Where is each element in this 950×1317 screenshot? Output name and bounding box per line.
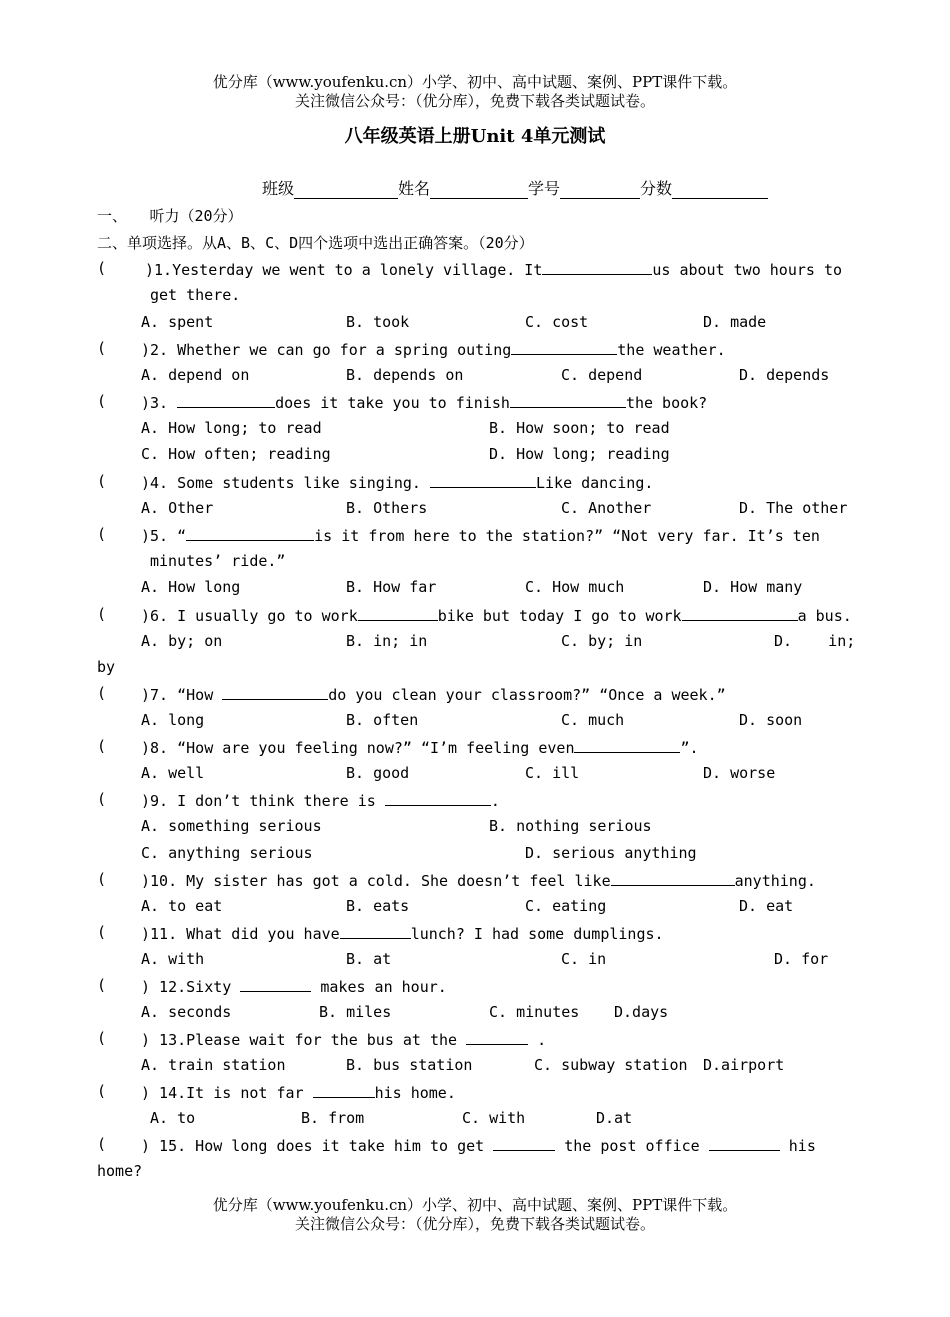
score-blank[interactable] — [672, 180, 768, 199]
id-label: 学号 — [528, 179, 561, 198]
question-2 — [141, 338, 726, 360]
question-1-cont: get there. — [150, 286, 241, 304]
question-3 — [141, 391, 707, 413]
answer-blank[interactable] — [466, 1028, 528, 1045]
option-a[interactable]: A. How long; to read — [141, 419, 322, 437]
question-8-stem: )8. “How are you feeling now?” “I’m feeling even — [141, 739, 575, 757]
answer-paren[interactable]: ( — [97, 923, 107, 941]
option-a[interactable]: A. to — [150, 1109, 196, 1127]
answer-blank[interactable] — [240, 975, 311, 992]
option-c[interactable]: C. How often; reading — [141, 445, 331, 463]
option-a[interactable]: A. spent — [141, 313, 214, 331]
answer-blank[interactable] — [542, 258, 652, 275]
option-a[interactable]: A. train station — [141, 1056, 286, 1074]
option-d[interactable]: D. serious anything — [525, 844, 697, 862]
question-8 — [141, 736, 699, 758]
student-info-row — [262, 176, 768, 199]
question-15 — [141, 1134, 816, 1156]
question-15-cont: home? — [97, 1162, 143, 1180]
answer-paren[interactable]: ( — [97, 790, 107, 808]
question-3-stem: does it take you to finish — [275, 394, 510, 412]
class-blank[interactable] — [294, 180, 398, 199]
answer-paren[interactable]: ( — [97, 1135, 107, 1153]
option-a[interactable]: A. depend on — [141, 366, 250, 384]
answer-paren[interactable]: ( — [97, 1082, 107, 1100]
question-12-stem-end: makes an hour. — [320, 978, 447, 996]
answer-blank[interactable] — [493, 1134, 555, 1151]
answer-paren[interactable]: ( — [97, 1029, 107, 1047]
question-11-stem-end: lunch? I had some dumplings. — [410, 925, 664, 943]
option-b[interactable]: B. took — [346, 313, 410, 331]
answer-blank[interactable] — [313, 1081, 375, 1098]
question-6-stem-mid: bike but today I go to work — [437, 607, 682, 625]
question-1-stem-end: us about two hours to — [652, 261, 843, 279]
answer-paren[interactable]: ( — [97, 976, 107, 994]
answer-blank[interactable] — [186, 524, 314, 541]
answer-blank[interactable] — [510, 391, 626, 408]
question-6-stem-end: a bus. — [797, 607, 852, 625]
question-14 — [141, 1081, 456, 1103]
option-d[interactable]: D. The other — [739, 499, 848, 517]
question-12 — [141, 975, 447, 997]
footer-line-2: 关注微信公众号：（优分库），免费下载各类试题试卷。 — [294, 1215, 655, 1233]
class-label: 班级 — [262, 179, 295, 198]
section-2-heading: 二、单项选择。从A、B、C、D四个选项中选出正确答案。（20分） — [97, 234, 534, 252]
question-11-stem: )11. What did you have — [141, 925, 340, 943]
option-c[interactable]: C. by; in — [561, 632, 643, 650]
option-d[interactable]: D. in; — [774, 632, 856, 650]
answer-paren[interactable]: ( — [97, 259, 107, 277]
option-d[interactable]: D. eat — [739, 897, 794, 915]
question-5 — [141, 524, 820, 546]
option-b[interactable]: B. in; in — [346, 632, 428, 650]
question-13 — [141, 1028, 546, 1050]
option-a[interactable]: A. by; on — [141, 632, 223, 650]
question-4-stem-end: Like dancing. — [536, 474, 654, 492]
question-4 — [141, 471, 653, 493]
question-5-num: )5. “ — [141, 527, 187, 545]
question-14-stem-end: his home. — [374, 1084, 456, 1102]
question-15-stem: ) 15. How long does it take him to get — [141, 1137, 485, 1155]
question-11 — [141, 922, 664, 944]
option-a[interactable]: A. seconds — [141, 1003, 232, 1021]
option-c[interactable]: C. much — [561, 711, 625, 729]
option-b[interactable]: B. good — [346, 764, 410, 782]
option-d[interactable]: D. soon — [739, 711, 803, 729]
option-d[interactable]: D. How long; reading — [489, 445, 670, 463]
footer-line-1: 优分库（www.youfenku.cn）小学、初中、高中试题、案例、PPT课件下载。 — [212, 1196, 738, 1214]
answer-blank[interactable] — [177, 391, 275, 408]
option-b[interactable]: B. miles — [319, 1003, 392, 1021]
answer-blank[interactable] — [358, 604, 438, 621]
answer-blank[interactable] — [574, 736, 680, 753]
option-b[interactable]: B. nothing serious — [489, 817, 652, 835]
option-c[interactable]: C. Another — [561, 499, 652, 517]
option-b[interactable]: B. How far — [346, 578, 437, 596]
question-10-stem-end: anything. — [734, 872, 816, 890]
question-6 — [141, 604, 852, 626]
answer-paren[interactable]: ( — [97, 684, 107, 702]
question-9 — [141, 789, 500, 811]
option-b[interactable]: B. at — [346, 950, 392, 968]
header-line-1: 优分库（www.youfenku.cn）小学、初中、高中试题、案例、PPT课件下载。 — [212, 73, 738, 91]
option-b[interactable]: B. often — [346, 711, 419, 729]
option-a[interactable]: A. Other — [141, 499, 214, 517]
option-d[interactable]: D. for — [774, 950, 829, 968]
answer-blank[interactable] — [682, 604, 798, 621]
answer-blank[interactable] — [511, 338, 617, 355]
answer-blank[interactable] — [222, 683, 328, 700]
answer-paren[interactable]: ( — [97, 472, 107, 490]
option-d[interactable]: D.at — [596, 1109, 633, 1127]
answer-paren[interactable]: ( — [97, 737, 107, 755]
question-9-stem: )9. I don’t think there is — [141, 792, 376, 810]
option-a[interactable]: A. well — [141, 764, 205, 782]
option-b[interactable]: B. depends on — [346, 366, 464, 384]
option-d[interactable]: D. depends — [739, 366, 830, 384]
answer-blank[interactable] — [385, 789, 491, 806]
question-7-stem: )7. “How — [141, 686, 214, 704]
option-a[interactable]: A. to eat — [141, 897, 223, 915]
option-c[interactable]: C. minutes — [489, 1003, 580, 1021]
option-c[interactable]: C. depend — [561, 366, 643, 384]
option-a[interactable]: A. something serious — [141, 817, 322, 835]
question-9-stem-end: . — [490, 792, 500, 810]
score-label: 分数 — [640, 179, 673, 198]
section-1-heading: 一、 听力（20分） — [97, 207, 243, 225]
answer-blank[interactable] — [709, 1134, 780, 1151]
option-c[interactable]: C. cost — [525, 313, 589, 331]
question-1-stem: )1.Yesterday we went to a lonely village. It — [145, 261, 543, 279]
option-a[interactable]: A. with — [141, 950, 205, 968]
header-line-2: 关注微信公众号：（优分库），免费下载各类试题试卷。 — [294, 92, 655, 110]
answer-blank[interactable] — [430, 471, 536, 488]
option-b[interactable]: B. from — [301, 1109, 365, 1127]
option-c[interactable]: C. How much — [525, 578, 625, 596]
option-c[interactable]: C. ill — [525, 764, 580, 782]
option-c[interactable]: C. with — [462, 1109, 526, 1127]
answer-blank[interactable] — [340, 922, 411, 939]
option-d-cont: by — [97, 658, 116, 676]
page-title: 八年级英语上册Unit 4单元测试 — [344, 126, 606, 147]
answer-paren[interactable]: ( — [97, 339, 107, 357]
question-12-stem: ) 12.Sixty — [141, 978, 232, 996]
name-blank[interactable] — [430, 180, 528, 199]
question-2-stem: )2. Whether we can go for a spring outing — [141, 341, 512, 359]
option-b[interactable]: B. bus station — [346, 1056, 473, 1074]
question-7 — [141, 683, 726, 705]
answer-paren[interactable]: ( — [97, 525, 107, 543]
option-b[interactable]: B. How soon; to read — [489, 419, 670, 437]
question-10 — [141, 869, 816, 891]
question-5-stem: is it from here to the station?” “Not very far. It’s ten — [314, 527, 820, 545]
option-c[interactable]: C. in — [561, 950, 607, 968]
option-c[interactable]: C. anything serious — [141, 844, 313, 862]
question-10-stem: )10. My sister has got a cold. She doesn’t feel like — [141, 872, 611, 890]
question-3-stem-end: the book? — [625, 394, 708, 412]
answer-paren[interactable]: ( — [97, 605, 107, 623]
question-1 — [145, 258, 842, 280]
option-d[interactable]: D. worse — [703, 764, 776, 782]
option-a[interactable]: A. long — [141, 711, 205, 729]
question-8-stem-end: ”. — [680, 739, 699, 757]
question-15-stem-mid: the post office — [564, 1137, 700, 1155]
question-13-stem: ) 13.Please wait for the bus at the — [141, 1031, 458, 1049]
name-label: 姓名 — [398, 179, 431, 198]
option-c[interactable]: C. subway station — [534, 1056, 688, 1074]
answer-paren[interactable]: ( — [97, 870, 107, 888]
answer-paren[interactable]: ( — [97, 392, 107, 410]
option-d[interactable]: D.airport — [703, 1056, 785, 1074]
question-13-stem-end: . — [537, 1031, 547, 1049]
option-d[interactable]: D. made — [703, 313, 767, 331]
question-14-stem: ) 14.It is not far — [141, 1084, 304, 1102]
question-3-num: )3. — [141, 394, 169, 412]
option-c[interactable]: C. eating — [525, 897, 607, 915]
answer-blank[interactable] — [611, 869, 735, 886]
option-d[interactable]: D.days — [614, 1003, 669, 1021]
question-15-stem-end: his — [788, 1137, 816, 1155]
question-6-stem: )6. I usually go to work — [141, 607, 358, 625]
option-d[interactable]: D. How many — [703, 578, 803, 596]
id-blank[interactable] — [560, 180, 640, 199]
question-7-stem-end: do you clean your classroom?” “Once a week.” — [328, 686, 726, 704]
question-5-cont: minutes’ ride.” — [150, 552, 286, 570]
option-b[interactable]: B. eats — [346, 897, 410, 915]
question-4-stem: )4. Some students like singing. — [141, 474, 421, 492]
question-2-stem-end: the weather. — [617, 341, 726, 359]
option-a[interactable]: A. How long — [141, 578, 241, 596]
option-b[interactable]: B. Others — [346, 499, 428, 517]
